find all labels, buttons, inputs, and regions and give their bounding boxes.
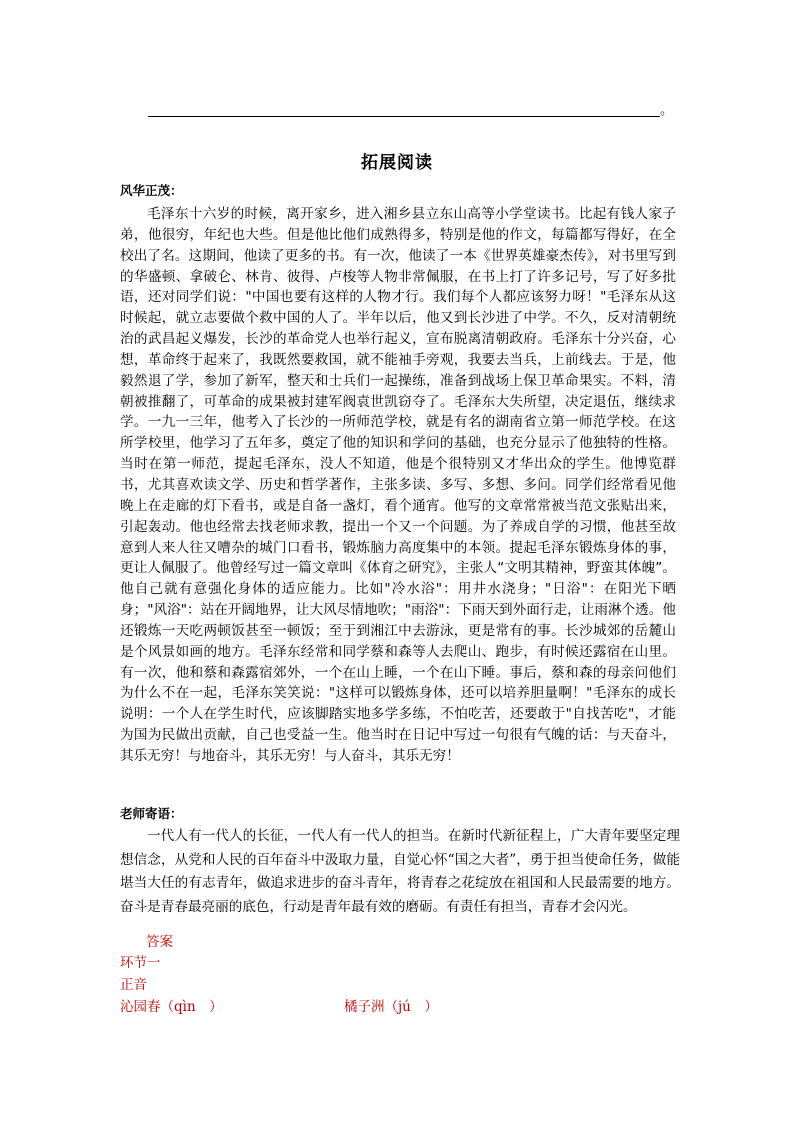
section-label-fenghua: 风华正茂：	[120, 183, 183, 198]
answer-item-qinyuanchun: 沁园春（qìn ）	[120, 999, 223, 1015]
answer-item-juzizhou: 橘子洲（jú ）	[344, 999, 438, 1015]
fill-in-underline	[148, 116, 660, 117]
reading-passage: 毛泽东十六岁的时候，离开家乡，进入湘乡县立东山高等小学堂读书。比起有钱人家子弟，他很穷，年纪也大些。但是他比他们成熟得多，特别是他的作文，每篇都写得好，在全校出了名。这期间，他读了更多的书。有一次，他读了一本《世界英雄豪杰传》，对书里写到的华盛顿、拿破仑、林肯、彼得、卢梭等人物非常佩服，在书上打了许多记号，写了好多批语，还对同学们说："中国也要有这样的人物才行。我们每个人都应该努力呀！"毛泽东从这时候起，就立志要做个救中国的人了。半年以后，他又到长沙进了中学。不久，反对清朝统治的武昌起义爆发，长沙的革命党人也举行起义，宣布脱离清朝政府。毛泽东十分兴奋，心想，革命终于起来了，我既然要救国，就不能袖手旁观，我要去当兵，上前线去。于是，他毅然退了学，参加了新军，整天和士兵们一起操练，准备到战场上保卫革命果实。不料，清朝被推翻了，可革命的成果被封建军阀袁世凯窃夺了。毛泽东大失所望，决定退伍，继续求学。一九一三年，他考入了长沙的一所师范学校，就是有名的湖南省立第一师范学校。在这所学校里，他学习了五年多，奠定了他的知识和学问的基础，也充分显示了他独特的性格。当时在第一师范，提起毛泽东，没人不知道，他是个很特别又才华出众的学生。他博览群书，尤其喜欢读文学、历史和哲学著作，主张多读、多写、多想、多问。同学们经常看见他晚上在走廊的灯下看书，或是自备一盏灯，看个通宵。他写的文章常常被当范文张贴出来，引起轰动。他也经常去找老师求教，提出一个又一个问题。为了养成自学的习惯，他甚至故意到人来人往又嘈杂的城门口看书，锻炼脑力高度集中的本领。提起毛泽东锻炼身体的事，更让人佩服了。他曾经写过一篇文章叫《体育之研究》，主张人“文明其精神，野蛮其体魄”。他自己就有意强化身体的适应能力。比如"冷水浴"：用井水浇身；"日浴"：在阳光下晒身；"风浴"：站在开阔地界，让大风尽情地吹；"雨浴"：下雨天到外面行走，让雨淋个透。他还锻炼一天吃两顿饭甚至一顿饭；至于到湘江中去游泳，更是常有的事。长沙城郊的岳麓山是个风景如画的地方。毛泽东经常和同学蔡和森等人去爬山、跑步，有时候还露宿在山里。有一次，他和蔡和森露宿郊外，一个在山上睡，一个在山下睡。事后，蔡和森的母亲问他们为什么不在一起，毛泽东笑笑说："这样可以锻炼身体，还可以培养胆量啊！"毛泽东的成长说明：一个人在学生时代，应该脚踏实地多学多练，不怕吃苦，还要敢于"自找苦吃"，才能为国为民做出贡献，自己也受益一生。他当时在日记中写过一句很有气魄的话：与天奋斗，其乐无穷！与地奋斗，其乐无穷！与人奋斗，其乐无穷！	[120, 206, 676, 764]
section-label-teacher: 老师寄语：	[120, 806, 183, 821]
answer-pronunciation: 正音	[120, 977, 147, 993]
period-mark: 。	[660, 103, 674, 118]
teacher-message: 一代人有一代人的长征，一代人有一代人的担当。在新时代新征程上，广大青年要坚定理想信念，从党和人民的百年奋斗中汲取力量，自觉心怀“国之大者”，勇于担当使命任务，做能堪当大任的有志青年，做追求进步的奋斗青年，将青春之花绽放在祖国和人民最需要的地方。奋斗是青春最亮丽的底色，行动是青年最有效的磨砺。有责任有担当，青春才会闪光。	[120, 828, 680, 915]
answer-heading: 答案	[146, 934, 173, 950]
answer-section-one: 环节一	[120, 955, 161, 971]
page-title: 拓展阅读	[361, 153, 433, 173]
